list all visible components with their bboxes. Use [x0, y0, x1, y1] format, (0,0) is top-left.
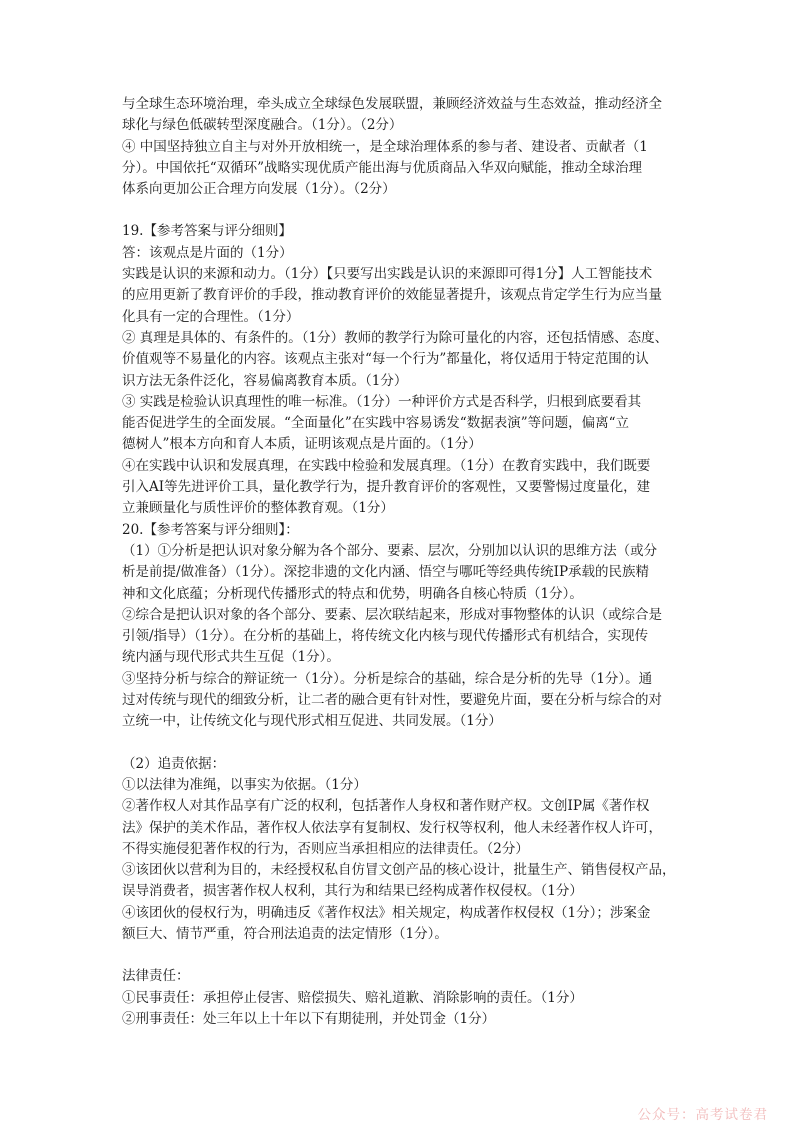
question-heading: 19.【参考答案与评分细则】 [122, 223, 292, 240]
text-line: 立兼顾量化与质性评价的整体教育观。（1分） [122, 500, 394, 517]
text-line: 神和文化底蕴；分析现代传播形式的特点和优势，明确各自核心特质（1分）。 [122, 585, 583, 602]
text-line: 球化与绿色低碳转型深度融合。（1分）。（2分） [122, 117, 403, 134]
text-line: ①以法律为准绳，以事实为依据。（1分） [122, 776, 367, 793]
text-line: 实践是认识的来源和动力。（1分）【只要写出实践是认识的来源即可得1分】人工智能技术 [122, 266, 653, 283]
section-q19-q20 [122, 221, 684, 732]
text-line: 答：该观点是片面的（1分） [122, 244, 293, 261]
text-line: ③ 实践是检验认识真理性的唯一标准。（1分）一种评价方式是否科学，归根到底要看其 [122, 393, 642, 410]
text-line: 与全球生态环境治理，牵头成立全球绿色发展联盟，兼顾经济效益与生态效益，推动经济全 [122, 96, 662, 112]
text-line: 分）。中国依托“双循环”战略实现优质产能出海与优质商品入华双向赋能，推动全球治理 [122, 159, 643, 176]
text-line: 立统一中，让传统文化与现代形式相互促进、共同发展。（1分） [122, 713, 502, 730]
question-heading: 20.【参考答案与评分细则】： [122, 521, 299, 538]
text-line: ①民事责任：承担停止侵害、赔偿损失、赔礼道歉、消除影响的责任。（1分） [122, 989, 583, 1006]
document-page [122, 94, 684, 1030]
section-legal-liability [122, 966, 684, 1030]
text-line: 化具有一定的合理性。（1分） [122, 308, 300, 325]
paragraph-gap [122, 945, 684, 966]
text-line: 价值观等不易量化的内容。该观点主张对“每一个行为”都量化，将仅适用于特定范围的认 [122, 351, 649, 368]
text-line: 统内涵与现代形式共生互促（1分）。 [122, 649, 340, 666]
text-line: 体系向更加公正合理方向发展（1分）。（2分） [122, 181, 396, 198]
text-line: ③该团伙以营利为目的，未经授权私自仿冒文创产品的核心设计，批量生产、销售侵权产品， [122, 862, 676, 879]
text-line: 额巨大、情节严重，符合刑法追责的法定情形（1分）。 [122, 925, 448, 942]
text-line: 的应用更新了教育评价的手段，推动教育评价的效能显著提升，该观点肯定学生行为应当量 [122, 287, 662, 304]
subheading: （2）追责依据： [122, 755, 226, 772]
section-q18-end [122, 94, 684, 200]
text-line: ③坚持分析与综合的辩证统一（1分）。分析是综合的基础，综合是分析的先导（1分）。通 [122, 670, 653, 687]
text-line: 析是前提/做准备）（1分）。深挖非遗的文化内涵、悟空与哪吒等经典传统IP承载的民族精 [122, 564, 650, 581]
watermark-text: 公众号：高考试卷君 [637, 1107, 768, 1123]
section-q20-part2 [122, 754, 684, 946]
text-line: 引领/指导）（1分）。在分析的基础上，将传统文化内核与现代传播形式有机结合，实现传 [122, 628, 649, 645]
text-line: ② 真理是具体的、有条件的。（1分）教师的教学行为除可量化的内容，还包括情感、态度、 [122, 329, 669, 346]
text-line: 法》保护的美术作品，著作权人依法享有复制权、发行权等权利，他人未经著作权人许可， [122, 819, 662, 836]
text-line: 引入AI等先进评价工具，量化教学行为，提升教育评价的客观性，又要警惕过度量化，建 [122, 479, 651, 496]
subheading: 法律责任： [122, 968, 190, 985]
text-line: 误导消费者，损害著作权人权利，其行为和结果已经构成著作权侵权。（1分） [122, 883, 583, 900]
text-line: 能否促进学生的全面发展。“全面量化”在实践中容易诱发“数据表演”等问题，偏离“立 [122, 415, 630, 432]
text-line: ②综合是把认识对象的各个部分、要素、层次联结起来，形成对事物整体的认识（或综合是 [122, 606, 662, 623]
text-line: 识方法无条件泛化，容易偏离教育本质。（1分） [122, 372, 408, 389]
text-line: 德树人”根本方向和育人本质，证明该观点是片面的。（1分） [122, 436, 482, 453]
text-line: ②著作权人对其作品享有广泛的权利，包括著作人身权和著作财产权。文创IP属《著作权 [122, 798, 650, 815]
text-line: 不得实施侵犯著作权的行为，否则应当承担相应的法律责任。（2分） [122, 840, 529, 857]
text-line: （1）①分析是把认识对象分解为各个部分、要素、层次，分别加以认识的思维方法（或分 [122, 542, 658, 559]
text-line: ④ 中国坚持独立自主与对外开放相统一，是全球治理体系的参与者、建设者、贡献者（1 [122, 138, 648, 155]
paragraph-gap [122, 733, 684, 754]
text-line: ④该团伙的侵权行为，明确违反《著作权法》相关规定，构成著作权侵权（1分）；涉案金 [122, 904, 651, 921]
paragraph-gap [122, 200, 684, 221]
text-line: ②刑事责任：处三年以上十年以下有期徒刑，并处罚金（1分） [122, 1010, 496, 1027]
text-line: 过对传统与现代的细致分析，让二者的融合更有针对性，要避免片面，要在分析与综合的对 [122, 692, 662, 709]
text-line: ④在实践中认识和发展真理，在实践中检验和发展真理。（1分）在教育实践中，我们既要 [122, 457, 651, 474]
